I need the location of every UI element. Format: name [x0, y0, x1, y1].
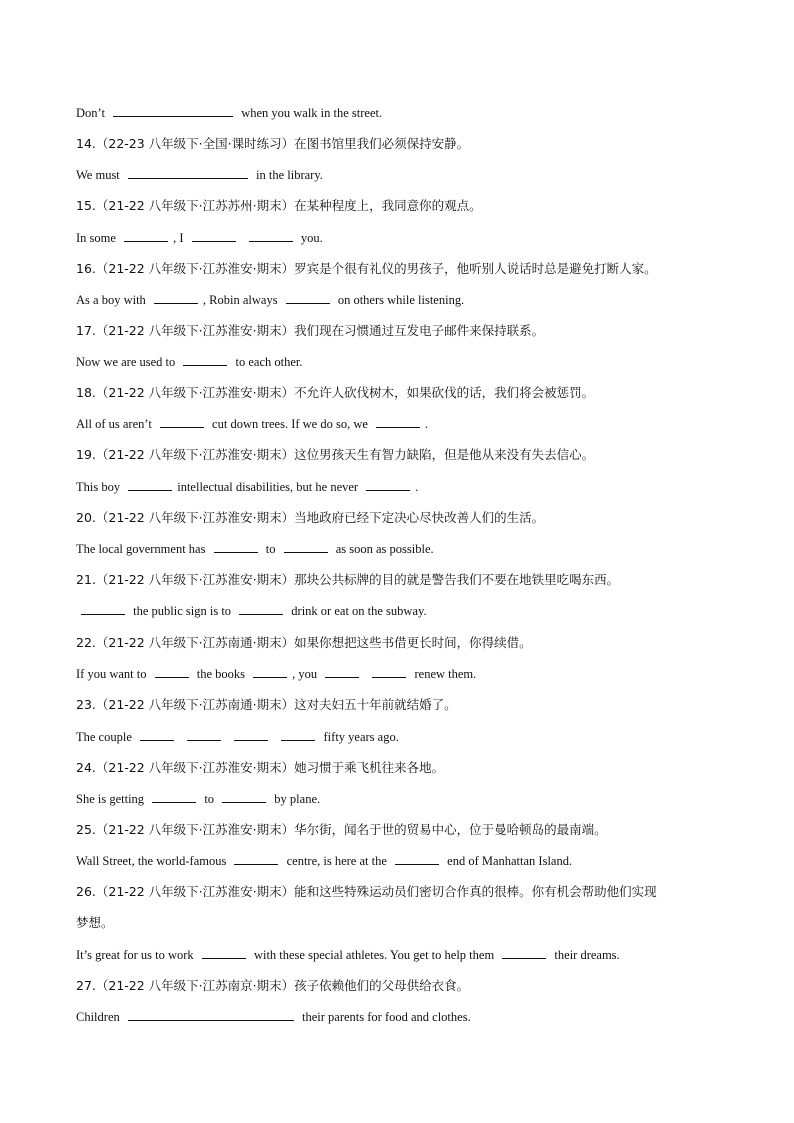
sentence-text: The couple	[76, 730, 136, 744]
question-prompt: 17.（21-22 八年级下·江苏淮安·期末）我们现在习惯通过互发电子邮件来保持联系。	[76, 323, 545, 338]
sentence-text: Don’t	[76, 106, 109, 120]
question-prompt: 18.（21-22 八年级下·江苏淮安·期末）不允许人砍伐树木，如果砍伐的话，我们将会被惩罚。	[76, 385, 595, 400]
sentence-text: The local government has	[76, 542, 209, 556]
answer-blank[interactable]	[183, 354, 227, 366]
answer-blank[interactable]	[81, 603, 125, 615]
sentence-text	[179, 730, 182, 744]
sentence-text: by plane.	[271, 792, 321, 806]
sentence-text	[226, 730, 229, 744]
answer-blank[interactable]	[214, 541, 258, 553]
sentence-text: , Robin always	[202, 293, 281, 307]
sentence-text: the books	[193, 667, 249, 681]
sentence-text: drink or eat on the subway.	[288, 604, 427, 618]
answer-blank[interactable]	[128, 1009, 294, 1021]
answer-blank[interactable]	[395, 853, 439, 865]
question-prompt: 16.（21-22 八年级下·江苏淮安·期末）罗宾是个很有礼仪的男孩子，他听别人说话时总是避免打断人家。	[76, 261, 657, 276]
question-prompt: 20.（21-22 八年级下·江苏淮安·期末）当地政府已经下定决心尽快改善人们的生活。	[76, 510, 545, 525]
answer-sentence	[76, 602, 726, 620]
answer-blank[interactable]	[155, 666, 189, 678]
sentence-text	[364, 667, 367, 681]
question-prompt: 21.（21-22 八年级下·江苏淮安·期末）那块公共标牌的目的就是警告我们不要在地铁里吃喝东西。	[76, 572, 620, 587]
answer-sentence	[76, 478, 726, 496]
sentence-text: , you	[292, 667, 321, 681]
answer-blank[interactable]	[234, 853, 278, 865]
answer-sentence	[76, 1008, 726, 1026]
answer-blank[interactable]	[366, 479, 410, 491]
sentence-text	[273, 730, 276, 744]
answer-sentence	[76, 540, 726, 558]
question-prompt: 24.（21-22 八年级下·江苏淮安·期末）她习惯于乘飞机往来各地。	[76, 760, 445, 775]
answer-blank[interactable]	[160, 416, 204, 428]
answer-blank[interactable]	[284, 541, 328, 553]
sentence-text: If you want to	[76, 667, 150, 681]
answer-sentence	[76, 353, 726, 371]
question-prompt: 22.（21-22 八年级下·江苏南通·期末）如果你想把这些书借更长时间，你得续借。	[76, 635, 532, 650]
sentence-text: to	[262, 542, 279, 556]
answer-blank[interactable]	[202, 947, 246, 959]
sentence-text: It’s great for us to work	[76, 948, 197, 962]
answer-blank[interactable]	[154, 292, 198, 304]
answer-blank[interactable]	[128, 479, 172, 491]
question-prompt: 25.（21-22 八年级下·江苏淮安·期末）华尔街，闻名于世的贸易中心，位于曼哈顿岛的最南端。	[76, 822, 607, 837]
answer-sentence	[76, 104, 726, 122]
sentence-text: their parents for food and clothes.	[298, 1010, 471, 1024]
question-prompt: 15.（21-22 八年级下·江苏苏州·期末）在某种程度上，我同意你的观点。	[76, 198, 482, 213]
sentence-text: in the library.	[252, 168, 323, 182]
sentence-text: Wall Street, the world-famous	[76, 854, 230, 868]
answer-sentence	[76, 852, 726, 870]
sentence-text: to	[201, 792, 218, 806]
answer-blank[interactable]	[253, 666, 287, 678]
sentence-text: , I	[173, 231, 187, 245]
sentence-text: intellectual disabilities, but he never	[177, 480, 362, 494]
sentence-text: to each other.	[232, 355, 303, 369]
question-prompt: 梦想。	[76, 915, 114, 930]
question-prompt: 19.（21-22 八年级下·江苏淮安·期末）这位男孩天生有智力缺陷，但是他从来没有失去信心。	[76, 447, 595, 462]
sentence-text: end of Manhattan Island.	[444, 854, 573, 868]
sentence-text: when you walk in the street.	[238, 106, 383, 120]
sentence-text: .	[415, 480, 419, 494]
answer-sentence	[76, 415, 726, 433]
answer-blank[interactable]	[281, 729, 315, 741]
answer-blank[interactable]	[128, 167, 248, 179]
answer-blank[interactable]	[325, 666, 359, 678]
question-prompt: 27.（21-22 八年级下·江苏南京·期末）孩子依赖他们的父母供给衣食。	[76, 978, 470, 993]
sentence-text: with these special athletes. You get to help them	[250, 948, 498, 962]
answer-blank[interactable]	[249, 230, 293, 242]
sentence-text: As a boy with	[76, 293, 149, 307]
answer-sentence	[76, 166, 726, 184]
question-prompt: 26.（21-22 八年级下·江苏淮安·期末）能和这些特殊运动员们密切合作真的很棒。你有机会帮助他们实现	[76, 884, 657, 899]
answer-blank[interactable]	[376, 416, 420, 428]
answer-sentence	[76, 790, 726, 808]
sentence-text: This boy	[76, 480, 124, 494]
sentence-text: as soon as possible.	[332, 542, 434, 556]
question-prompt: 14.（22-23 八年级下·全国·课时练习）在图书馆里我们必须保持安静。	[76, 136, 470, 151]
answer-blank[interactable]	[124, 230, 168, 242]
sentence-text: fifty years ago.	[320, 730, 399, 744]
sentence-text: the public sign is to	[130, 604, 235, 618]
answer-blank[interactable]	[502, 947, 546, 959]
sentence-text: on others while listening.	[334, 293, 465, 307]
answer-sentence	[76, 229, 726, 247]
sentence-text: We must	[76, 168, 123, 182]
answer-blank[interactable]	[234, 729, 268, 741]
answer-blank[interactable]	[187, 729, 221, 741]
answer-blank[interactable]	[286, 292, 330, 304]
sentence-text: cut down trees. If we do so, we	[208, 417, 372, 431]
question-prompt: 23.（21-22 八年级下·江苏南通·期末）这对夫妇五十年前就结婚了。	[76, 697, 457, 712]
sentence-text: Now we are used to	[76, 355, 179, 369]
answer-blank[interactable]	[372, 666, 406, 678]
answer-sentence	[76, 665, 726, 683]
sentence-text: In some	[76, 231, 120, 245]
sentence-text: All of us aren’t	[76, 417, 155, 431]
sentence-text: centre, is here at the	[283, 854, 391, 868]
answer-blank[interactable]	[113, 105, 233, 117]
answer-sentence	[76, 728, 726, 746]
answer-sentence	[76, 946, 726, 964]
answer-sentence	[76, 291, 726, 309]
sentence-text: .	[425, 417, 429, 431]
sentence-text: renew them.	[411, 667, 477, 681]
sentence-text	[241, 231, 244, 245]
answer-blank[interactable]	[152, 791, 196, 803]
sentence-text: their dreams.	[551, 948, 620, 962]
sentence-text: She is getting	[76, 792, 148, 806]
sentence-text: Children	[76, 1010, 123, 1024]
answer-blank[interactable]	[222, 791, 266, 803]
answer-blank[interactable]	[140, 729, 174, 741]
sentence-text: you.	[297, 231, 323, 245]
answer-blank[interactable]	[192, 230, 236, 242]
answer-blank[interactable]	[239, 603, 283, 615]
